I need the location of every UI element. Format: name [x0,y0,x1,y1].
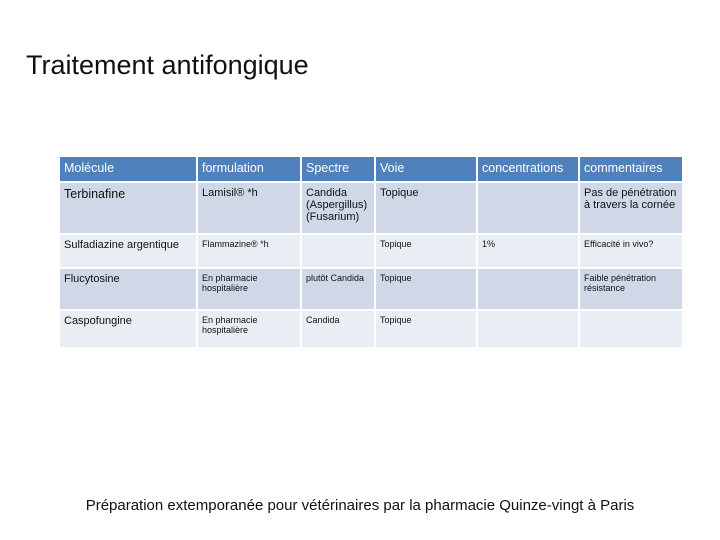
cell-commentaires: Faible pénétration résistance [580,269,682,309]
table-row [60,269,682,309]
header-molecule: Molécule [60,157,196,181]
cell-concentrations [478,269,578,309]
header-voie: Voie [376,157,476,181]
cell-formulation: En pharmacie hospitalière [198,269,300,309]
header-formulation: formulation [198,157,300,181]
cell-molecule: Terbinafine [60,183,196,233]
cell-formulation: Flammazine® *h [198,235,300,267]
cell-spectre: Candida (Aspergillus) (Fusarium) [302,183,374,233]
footer-note: Préparation extemporanée pour vétérinaires par la pharmacie Quinze-vingt à Paris [85,497,635,514]
header-spectre: Spectre [302,157,374,181]
cell-commentaires: Pas de pénétration à travers la cornée [580,183,682,233]
cell-voie: Topique [376,311,476,347]
cell-concentrations [478,183,578,233]
cell-molecule: Flucytosine [60,269,196,309]
cell-voie: Topique [376,183,476,233]
cell-commentaires: Efficacité in vivo? [580,235,682,267]
cell-spectre [302,235,374,267]
cell-concentrations: 1% [478,235,578,267]
header-concentrations: concentrations [478,157,578,181]
cell-voie: Topique [376,269,476,309]
cell-spectre: plutôt Candida [302,269,374,309]
cell-voie: Topique [376,235,476,267]
table-row [60,311,682,347]
cell-formulation: En pharmacie hospitalière [198,311,300,347]
cell-spectre: Candida [302,311,374,347]
table-header-row [60,157,682,181]
cell-molecule: Caspofungine [60,311,196,347]
table-row [60,235,682,267]
cell-molecule: Sulfadiazine argentique [60,235,196,267]
slide-title: Traitement antifongique [26,50,309,80]
table-row [60,183,682,233]
antifungal-table [58,155,684,349]
cell-concentrations [478,311,578,347]
header-commentaires: commentaires [580,157,682,181]
cell-commentaires [580,311,682,347]
cell-formulation: Lamisil® *h [198,183,300,233]
